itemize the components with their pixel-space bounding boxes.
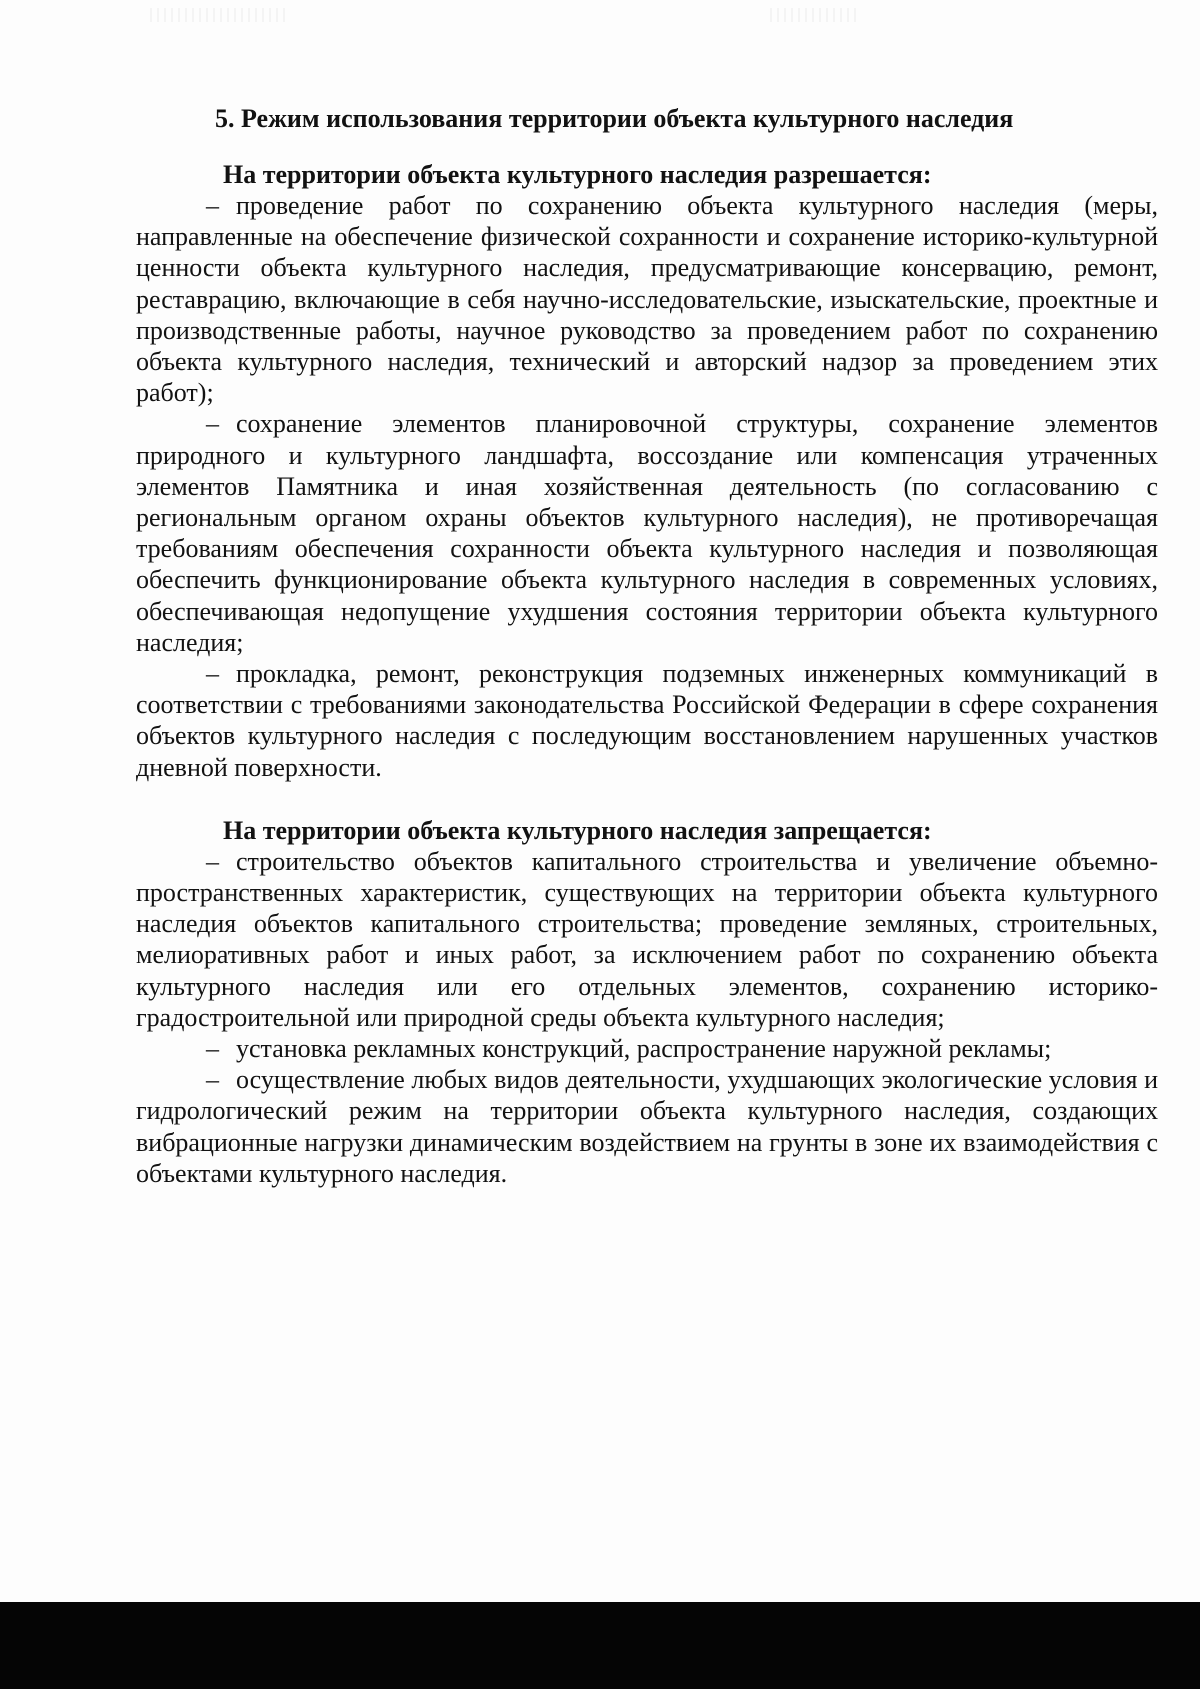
bullet-dash: – [206,659,219,689]
allowed-item [136,658,1158,783]
prohibited-item [136,846,1158,1033]
bullet-dash: – [206,1065,219,1095]
bullet-dash: – [206,191,219,220]
prohibited-heading: На территории объекта культурного наследия запрещается: [223,815,932,845]
prohibited-item [136,1033,1158,1064]
bullet-dash: – [206,409,219,439]
section-title: 5. Режим использования территории объекта культурного наследия [215,104,1014,133]
prohibited-item-text: строительство объектов капитального строительства и увеличение объемно-пространственных характеристик, существующих на территории объекта культурного наследия объектов капитального строительства; проведение земляных, строительных, мелиоративных работ и иных работ, за исключением работ по сохранению объекта культурного наследия или его отдельных элементов, сохранению историко-градостроительной или природной среды объекта культурного наследия; [136,846,1158,1032]
allowed-item-text: сохранение элементов планировочной структуры, сохранение элементов природного и культурного ландшафта, воссоздание или компенсация утраченных элементов Памятника и иная хозяйственная деятельность (по согласованию с региональным органом охраны объектов культурного наследия), не противоречащая требованиям обеспечения сохранности объекта культурного наследия и позволяющая обеспечить функционирование объекта культурного наследия в современных условиях, обеспечивающая недопущение ухудшения состояния территории объекта культурного наследия; [136,409,1158,657]
bullet-dash: – [206,846,219,876]
allowed-heading: На территории объекта культурного наследия разрешается: [223,160,932,189]
allowed-item [136,190,1158,408]
document-body [136,103,1158,1189]
bullet-dash: – [206,1034,219,1064]
prohibited-item-text: установка рекламных конструкций, распространение наружной рекламы; [236,1034,1052,1064]
prohibited-item [136,1064,1158,1189]
allowed-item-text: прокладка, ремонт, реконструкция подземных инженерных коммуникаций в соответствии с требованиями законодательства Российской Федерации в сфере сохранения объектов культурного наследия с последующим восстановлением нарушенных участков дневной поверхности. [136,659,1158,782]
prohibited-item-text: осуществление любых видов деятельности, ухудшающих экологические условия и гидрологический режим на территории объекта культурного наследия, создающих вибрационные нагрузки динамическим воздействием на грунты в зоне их взаимодействия с объектами культурного наследия. [136,1065,1158,1188]
scan-bottom-border [0,1602,1200,1689]
scan-artifact [770,8,860,22]
scan-artifact [150,8,290,22]
allowed-item [136,408,1158,658]
allowed-item-text: проведение работ по сохранению объекта культурного наследия (меры, направленные на обеспечение физической сохранности и сохранение историко-культурной ценности объекта культурного наследия, предусматривающие консервацию, ремонт, реставрацию, включающие в себя научно-исследовательские, изыскательские, проектные и производственные работы, научное руководство за проведением работ по сохранению объекта культурного наследия, технический и авторский надзор за проведением этих работ); [136,191,1158,408]
